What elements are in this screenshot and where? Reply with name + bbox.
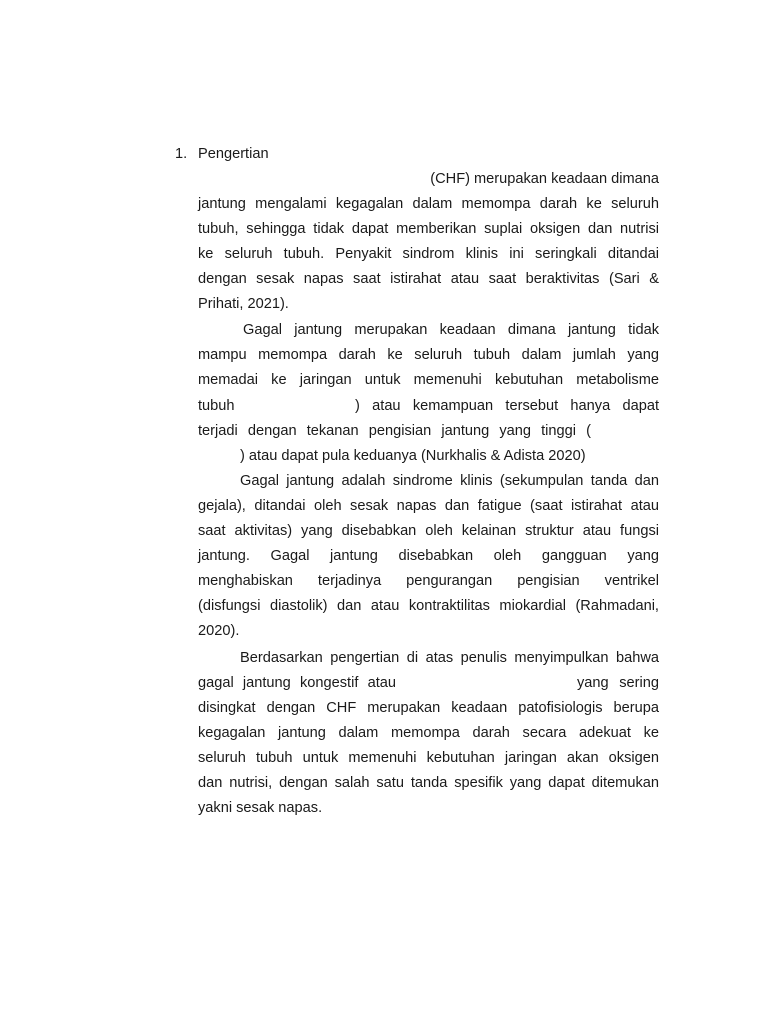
p4-line-1: Berdasarkan pengertian di atas penulis menyimpulkan bahwa bbox=[240, 650, 659, 666]
p4-line-6: dan nutrisi, dengan salah satu tanda spesifik yang dapat ditemukan bbox=[198, 775, 659, 791]
p3-line-2: gejala), ditandai oleh sesak napas dan fatigue (saat istirahat atau bbox=[198, 498, 659, 514]
p2-line-6: ) atau dapat pula keduanya (Nurkhalis & Adista 2020) bbox=[240, 448, 586, 464]
p4-line-7: yakni sesak napas. bbox=[198, 800, 323, 816]
p3-line-3: saat aktivitas) yang disebabkan oleh kelainan struktur atau fungsi bbox=[198, 523, 659, 539]
p4-line-2a: gagal jantung kongestif atau bbox=[198, 675, 396, 691]
p2-line-1: Gagal jantung merupakan keadaan dimana jantung tidak bbox=[243, 322, 659, 338]
p2-line-2: mampu memompa darah ke seluruh tubuh dalam jumlah yang bbox=[198, 347, 659, 363]
p3-line-7: 2020). bbox=[198, 623, 240, 639]
p2-line-4b: ) atau kemampuan tersebut hanya dapat bbox=[355, 398, 659, 414]
p1-line-2: jantung mengalami kegagalan dalam memompa darah ke seluruh bbox=[198, 196, 659, 212]
p1-line-3: tubuh, sehingga tidak dapat memberikan suplai oksigen dan nutrisi bbox=[198, 221, 659, 237]
p4-line-2b: yang sering bbox=[577, 675, 659, 691]
p4-line-5: seluruh tubuh untuk memenuhi kebutuhan jaringan akan oksigen bbox=[198, 750, 659, 766]
p2-line-5: terjadi dengan tekanan pengisian jantung yang tinggi ( bbox=[198, 423, 591, 439]
p4-line-3: disingkat dengan CHF merupakan keadaan patofisiologis berupa bbox=[198, 700, 659, 716]
section-title: Pengertian bbox=[198, 146, 269, 162]
p3-line-6: (disfungsi diastolik) dan atau kontraktilitas miokardial (Rahmadani, bbox=[198, 598, 659, 614]
p3-line-1: Gagal jantung adalah sindrome klinis (sekumpulan tanda dan bbox=[240, 473, 659, 489]
p1-line-6: Prihati, 2021). bbox=[198, 296, 289, 312]
p2-line-4a: tubuh bbox=[198, 398, 235, 414]
p2-line-3: memadai ke jaringan untuk memenuhi kebutuhan metabolisme bbox=[198, 372, 659, 388]
p1-line-1: (CHF) merupakan keadaan dimana bbox=[430, 171, 659, 187]
p1-line-4: ke seluruh tubuh. Penyakit sindrom klinis ini seringkali ditandai bbox=[198, 246, 659, 262]
section-number: 1. bbox=[175, 146, 188, 162]
p3-line-4: jantung. Gagal jantung disebabkan oleh gangguan yang bbox=[198, 548, 659, 564]
p3-line-5: menghabiskan terjadinya pengurangan pengisian ventrikel bbox=[198, 573, 659, 589]
p4-line-4: kegagalan jantung dalam memompa darah secara adekuat ke bbox=[198, 725, 659, 741]
p1-line-5: dengan sesak napas saat istirahat atau saat beraktivitas (Sari & bbox=[198, 271, 659, 287]
